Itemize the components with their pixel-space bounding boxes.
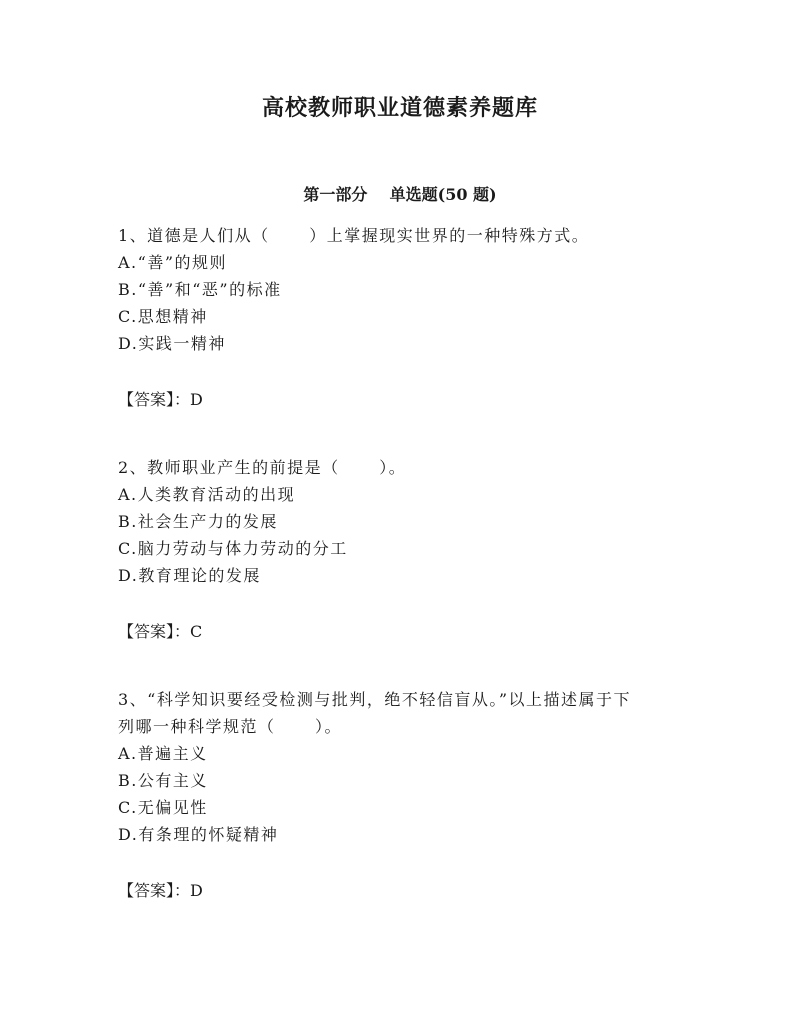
- answer-line: 【答案】：D: [118, 390, 203, 409]
- option-a: A.普遍主义: [118, 744, 208, 763]
- option-c: C.脑力劳动与体力劳动的分工: [118, 539, 348, 558]
- option-a: A.人类教育活动的出现: [118, 485, 296, 504]
- document-title: 高校教师职业道德素养题库: [261, 95, 538, 121]
- section-title: 第一部分 单选题(50 题): [303, 185, 497, 204]
- option-c: C.无偏见性: [118, 798, 208, 817]
- option-d: D.教育理论的发展: [118, 566, 261, 585]
- answer-line: 【答案】：D: [118, 881, 203, 900]
- question-stem-line-1: 3、“科学知识要经受检测与批判，绝不轻信盲从。”以上描述属于下: [118, 690, 632, 709]
- option-d: D.实践一精神: [118, 334, 226, 353]
- option-b: B.社会生产力的发展: [118, 512, 278, 531]
- answer-line: 【答案】：C: [118, 622, 203, 641]
- question-stem: 1、道德是人们从（ ）上掌握现实世界的一种特殊方式。: [118, 226, 590, 245]
- option-b: B.公有主义: [118, 771, 208, 790]
- question-stem-line-2: 列哪一种科学规范（ ）。: [118, 717, 343, 736]
- option-d: D.有条理的怀疑精神: [118, 825, 279, 844]
- option-b: B.“善”和“恶”的标准: [118, 280, 282, 299]
- option-a: A.“善”的规则: [118, 253, 228, 272]
- question-stem: 2、教师职业产生的前提是（ ）。: [118, 458, 407, 477]
- option-c: C.思想精神: [118, 307, 208, 326]
